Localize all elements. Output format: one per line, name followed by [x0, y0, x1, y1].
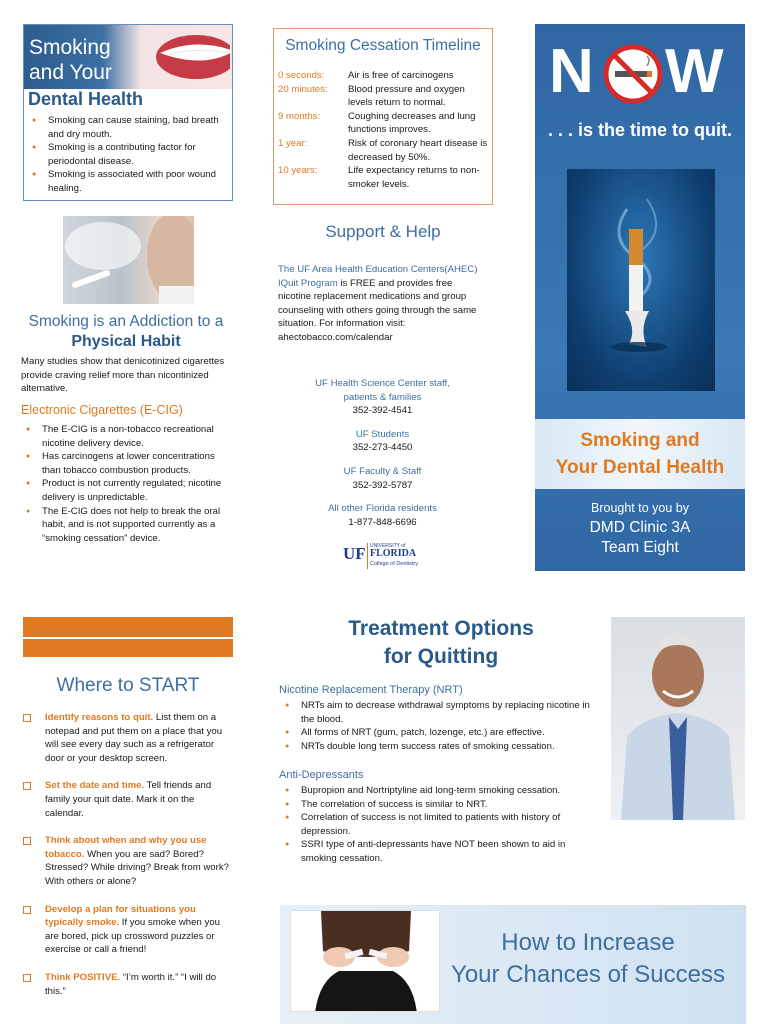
- nrt-heading: Nicotine Replacement Therapy (NRT): [279, 684, 463, 696]
- woman-breaking-cigarette-image: [290, 910, 440, 1012]
- ahec-paragraph: [278, 263, 478, 345]
- cover-title-line1: Smoking and: [580, 430, 700, 451]
- nrt-bullet-list: [281, 699, 601, 753]
- list-item: ● Bupropion and Nortriptyline aid long-term smoking cessation.: [281, 784, 601, 798]
- anti-depressants-heading: Anti-Depressants: [279, 769, 364, 781]
- dental-bullet-list: [28, 114, 228, 196]
- orange-bar-bottom: [23, 639, 233, 657]
- success-title-line1: How to Increase: [501, 929, 675, 956]
- contact-label: UF Students: [355, 428, 410, 440]
- timeline-time: 10 years:: [278, 165, 318, 177]
- no-smoking-icon: [603, 44, 663, 104]
- time-to-quit-tagline: . . . is the time to quit.: [547, 120, 732, 140]
- addiction-title-line1: Smoking is an Addiction to a: [28, 313, 224, 330]
- dental-banner: [24, 25, 232, 89]
- contact-item: [300, 502, 465, 529]
- step-lead: Think POSITIVE.: [45, 971, 121, 983]
- treatment-title-line2: for Quitting: [383, 645, 499, 668]
- step-lead: Identify reasons to quit.: [45, 712, 154, 723]
- banner-title-line1: Smoking: [29, 36, 111, 59]
- credit-line1: Brought to you by: [591, 501, 689, 515]
- contact-phone: 352-392-4541: [352, 405, 413, 417]
- checkbox-icon: [23, 974, 31, 982]
- ahec-url[interactable]: ahectobacco.com/calendar: [278, 331, 393, 343]
- timeline-row: [278, 164, 490, 191]
- timeline-row: [278, 83, 490, 110]
- timeline-time: 1 year:: [278, 137, 308, 149]
- timeline-row: [278, 110, 490, 137]
- step-text: When you are sad? Bored? Stressed? While driving? Break from work? With others or alone?: [45, 848, 229, 887]
- credit-line3: Team Eight: [601, 539, 679, 556]
- timeline-text: Life expectancy returns to non-smoker levels.: [348, 165, 480, 190]
- success-panel: [280, 905, 746, 1024]
- success-heading: [450, 927, 726, 991]
- contact-item: [300, 465, 465, 492]
- step-item: [23, 834, 233, 888]
- success-title-line2: Your Chances of Success: [451, 961, 725, 988]
- cover-title-band: [535, 419, 745, 489]
- ahec-text: is FREE and provides free nicotine replacement medications and group counseling with others going through the same situation. For information visit:: [278, 277, 477, 330]
- step-text: List them on a notepad and put them on a place that you will see every day such as a refrigerator door or your desktop screen.: [45, 712, 223, 764]
- timeline-title: Smoking Cessation Timeline: [285, 37, 481, 54]
- timeline-box: [273, 28, 493, 205]
- list-item: ● Correlation of success is not limited to patients with history of depression.: [281, 811, 601, 838]
- smile-image: [144, 29, 230, 85]
- now-letter-w: W: [665, 37, 724, 106]
- step-text: “I’m worth it.” “I will do this.”: [45, 971, 217, 997]
- step-text: Tell friends and family your quit date. Mark it on the calendar.: [45, 780, 212, 819]
- banner-title-line2: and Your: [29, 61, 112, 84]
- contact-label: All other Florida residents: [328, 503, 437, 515]
- timeline-text: Blood pressure and oxygen levels return to normal.: [348, 83, 465, 109]
- contact-item: [300, 377, 465, 418]
- uf-logo-letters: UF: [343, 544, 366, 563]
- uf-logo-line3: College of Dentistry: [370, 561, 418, 567]
- uf-logo-line1: UNIVERSITY of: [370, 543, 406, 549]
- uf-logo-line2: FLORIDA: [370, 548, 417, 559]
- step-lead: Think about when and why you use tobacco.: [45, 835, 207, 860]
- timeline-time: 9 months:: [278, 110, 321, 122]
- cover-title-line2: Your Dental Health: [555, 457, 725, 478]
- credit-line2: DMD Clinic 3A: [589, 519, 691, 536]
- vaping-woman-image: [63, 216, 194, 304]
- anti-depressants-bullet-list: [281, 784, 601, 866]
- list-item: ● Has carcinogens at lower concentrations than tobacco combustion products.: [22, 450, 234, 477]
- crushed-cigarette-image: [567, 169, 715, 391]
- treatment-title-line1: Treatment Options: [348, 617, 534, 640]
- list-item: ● Product is not currently regulated; nicotine delivery is unpredictable.: [22, 477, 234, 504]
- older-man-image: [611, 617, 745, 820]
- cover-credit: [535, 501, 745, 557]
- checkbox-icon: [23, 782, 31, 790]
- ecig-heading: Electronic Cigarettes (E-CIG): [21, 403, 183, 417]
- timeline-time: 20 minutes:: [278, 83, 328, 95]
- step-item: [23, 971, 233, 998]
- timeline-text: Air is free of carcinogens: [348, 70, 454, 81]
- step-text: If you smoke when you are bored, pick up crossword puzzles or exercise or call a friend!: [45, 917, 220, 956]
- addiction-text: Many studies show that denicotinized cigarettes provide craving relief more than nicontinized alternative.: [21, 356, 225, 395]
- list-item: ● The E-CIG does not help to break the oral habit, and is not supported currently as a “smoking cessation” device.: [22, 505, 234, 546]
- contact-phone: 352-273-4450: [352, 442, 413, 454]
- now-letter-n: N: [549, 37, 594, 106]
- checkbox-icon: [23, 837, 31, 845]
- contact-phone: 352-392-5787: [352, 479, 413, 491]
- list-item: ● The correlation of success is similar to NRT.: [281, 798, 601, 812]
- timeline-row: [278, 69, 490, 83]
- list-item: ● SSRI type of anti-depressants have NOT been shown to aid in smoking cessation.: [281, 838, 601, 865]
- list-item: ● All forms of NRT (gum, patch, lozenge, etc.) are effective.: [281, 726, 601, 740]
- step-lead: Develop a plan for situations you typically smoke.: [45, 903, 196, 929]
- timeline-text: Risk of coronary heart disease is decreased by 50%.: [348, 137, 488, 163]
- timeline-text: Coughing decreases and lung functions improves.: [348, 110, 476, 136]
- contacts-list: [300, 377, 465, 529]
- step-lead: Set the date and time.: [45, 780, 145, 792]
- checkbox-icon: [23, 714, 31, 722]
- list-item: ● NRTs double long term success rates of smoking cessation.: [281, 740, 601, 754]
- list-item: ● Smoking is a contributing factor for periodontal disease.: [28, 141, 228, 168]
- timeline-row: [278, 137, 490, 164]
- dental-banner-title: [29, 35, 112, 85]
- ecig-bullet-list: [22, 423, 234, 545]
- step-item: [23, 711, 233, 765]
- orange-bar-top: [23, 617, 233, 637]
- where-to-start-title: Where to START: [56, 675, 200, 696]
- contact-phone: 1-877-848-6696: [348, 516, 417, 528]
- ahec-program-link[interactable]: The UF Area Health Education Centers(AHEC) IQuit Program: [278, 264, 478, 289]
- list-item: ● The E-CIG is a non-tobacco recreational nicotine delivery device.: [22, 423, 234, 450]
- dental-health-box: [23, 24, 233, 201]
- contact-item: [300, 428, 465, 455]
- steps-list: [23, 711, 233, 998]
- treatment-heading: [300, 615, 582, 671]
- uf-dentistry-logo: [343, 543, 433, 571]
- dental-health-subtitle: Dental Health: [28, 89, 144, 109]
- timeline-list: [278, 69, 490, 191]
- contact-label: UF Health Science Center staff, patients & families: [315, 378, 450, 403]
- addiction-title-line2: Physical Habit: [71, 333, 181, 350]
- step-item: [23, 779, 233, 820]
- list-item: ● NRTs aim to decrease withdrawal symptoms by replacing nicotine in the blood.: [281, 699, 601, 726]
- cover-panel: [535, 24, 745, 571]
- list-item: ● Smoking is associated with poor wound healing.: [28, 168, 228, 195]
- addiction-heading: [20, 313, 232, 351]
- step-item: [23, 903, 233, 957]
- timeline-time: 0 seconds:: [278, 70, 325, 81]
- support-title: Support & Help: [325, 222, 441, 241]
- checkbox-icon: [23, 906, 31, 914]
- list-item: ● Smoking can cause staining, bad breath and dry mouth.: [28, 114, 228, 141]
- contact-label: UF Faculty & Staff: [343, 465, 422, 477]
